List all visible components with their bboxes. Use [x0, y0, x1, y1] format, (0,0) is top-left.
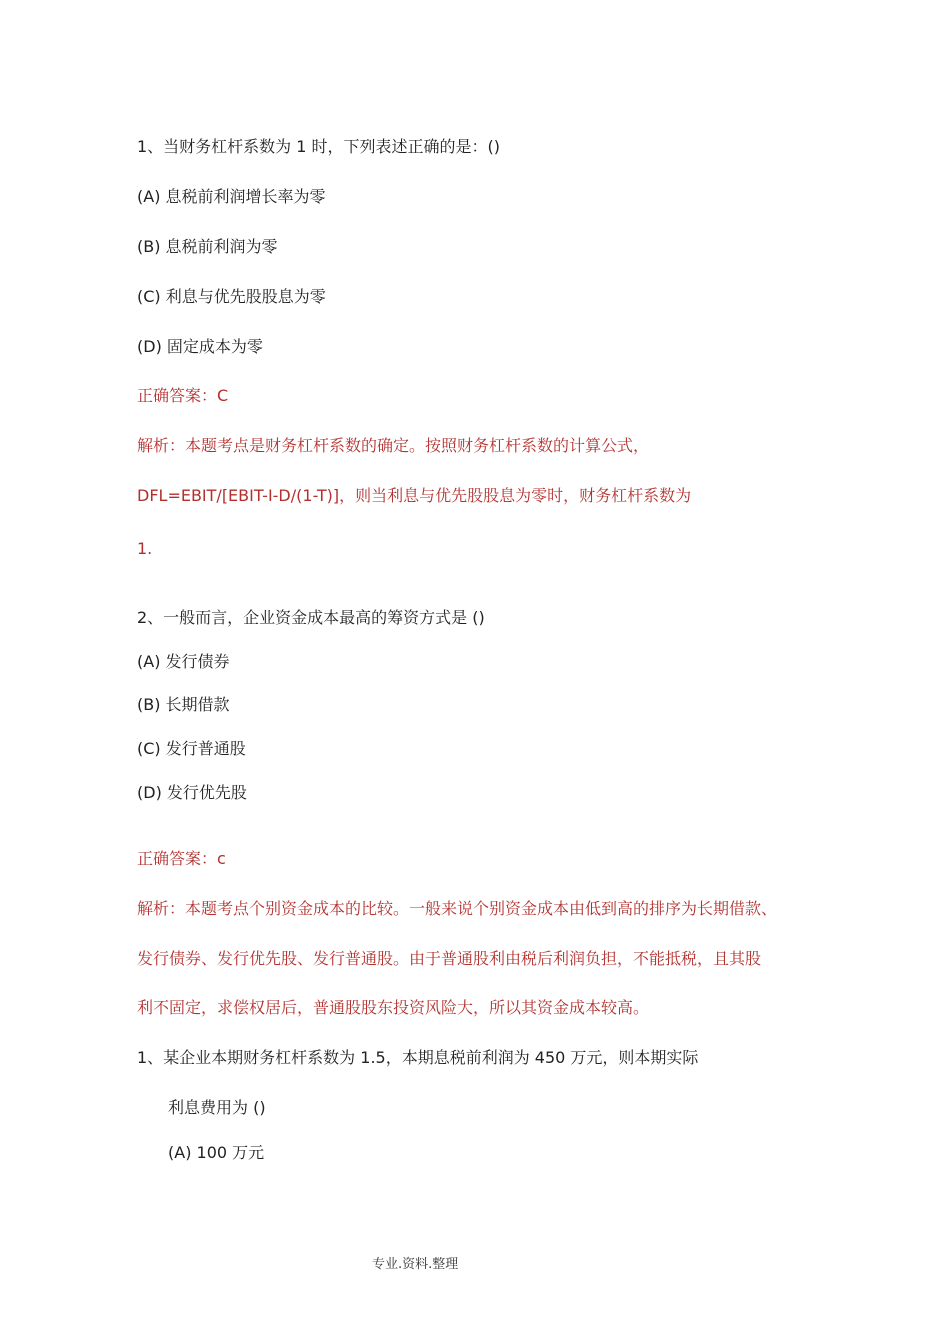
- question-3-stem-line-1: 1、某企业本期财务杠杆系数为 1.5，本期息税前利润为 450 万元，则本期实际: [137, 1048, 699, 1067]
- page-footer: 专业.资料.整理: [372, 1257, 459, 1272]
- question-2-option-b: (B) 长期借款: [137, 695, 230, 714]
- question-1-analysis-line-3: 1.: [137, 539, 153, 558]
- question-1-option-d: (D) 固定成本为零: [137, 337, 263, 356]
- question-1-analysis-line-1: 解析：本题考点是财务杠杆系数的确定。按照财务杠杆系数的计算公式，: [137, 436, 650, 455]
- question-1-answer: 正确答案：C: [137, 386, 229, 405]
- question-2-analysis-line-1: 解析：本题考点个别资金成本的比较。一般来说个别资金成本由低到高的排序为长期借款、: [137, 899, 778, 918]
- question-2-option-d: (D) 发行优先股: [137, 783, 247, 802]
- question-2-analysis-line-3: 利不固定，求偿权居后，普通股股东投资风险大，所以其资金成本较高。: [137, 998, 650, 1017]
- question-1-stem: 1、当财务杠杆系数为 1 时，下列表述正确的是：(): [137, 137, 501, 156]
- question-3-stem-line-2: 利息费用为 (): [168, 1098, 266, 1117]
- question-2-option-c: (C) 发行普通股: [137, 739, 246, 758]
- question-3-option-a: (A) 100 万元: [168, 1143, 265, 1162]
- question-1-option-a: (A) 息税前利润增长率为零: [137, 187, 326, 206]
- question-2-option-a: (A) 发行债券: [137, 652, 230, 671]
- question-1-analysis-line-2: DFL=EBIT/[EBIT-I-D/(1-T)]，则当利息与优先股股息为零时，财务杠杆系数为: [137, 486, 692, 505]
- question-2-stem: 2、一般而言，企业资金成本最高的筹资方式是 (): [137, 608, 485, 627]
- question-2-analysis-line-2: 发行债券、发行优先股、发行普通股。由于普通股利由税后利润负担，不能抵税，且其股: [137, 949, 762, 968]
- question-1-option-b: (B) 息税前利润为零: [137, 237, 278, 256]
- question-1-option-c: (C) 利息与优先股股息为零: [137, 287, 326, 306]
- question-2-answer: 正确答案：c: [137, 849, 226, 868]
